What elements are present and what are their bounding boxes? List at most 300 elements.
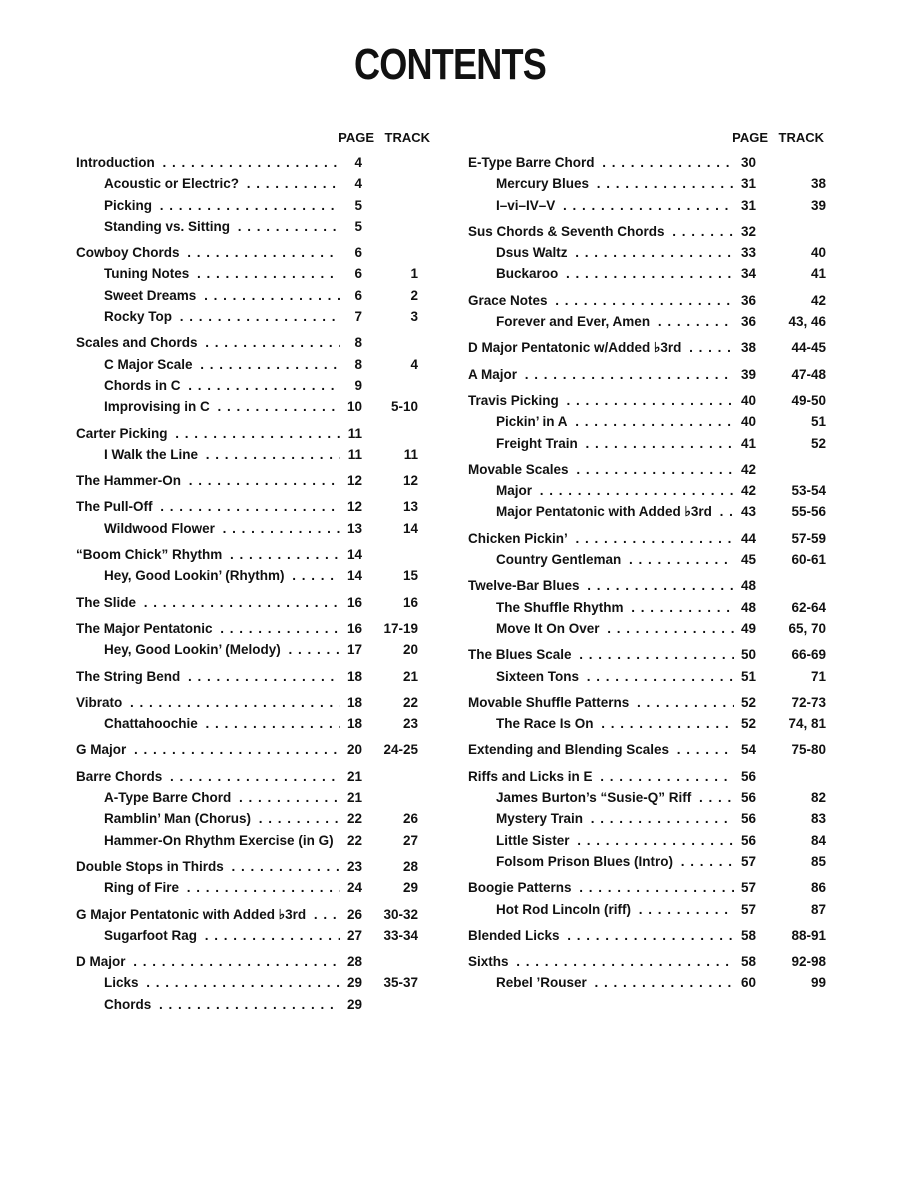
entry-title-leader (468, 692, 750, 713)
entry-title: Scales and Chords (76, 335, 201, 350)
entry-title: Move It On Over (496, 621, 603, 636)
toc-subentry (468, 242, 826, 263)
entry-track: 51 (810, 414, 826, 430)
toc-entry (76, 951, 432, 972)
entry-page: 31 (734, 195, 756, 216)
entry-track: 84 (810, 832, 826, 848)
toc-subentry (76, 925, 432, 946)
entry-title-leader (76, 739, 356, 760)
entry-title: D Major (76, 954, 129, 969)
entry-title: The Pull-Off (76, 499, 156, 514)
entry-title-leader (104, 518, 356, 539)
entry-title-leader (496, 173, 750, 194)
entry-title: Country Gentleman (496, 552, 624, 567)
track-column-header: TRACK (384, 130, 430, 145)
toc-subentry (76, 285, 432, 306)
entry-title: Vibrato (76, 695, 125, 710)
page-title: CONTENTS (354, 40, 546, 89)
entry-track: 72-73 (791, 694, 826, 710)
entry-title-leader (104, 306, 356, 327)
entry-page: 56 (734, 766, 756, 787)
entry-title: I–vi–IV–V (496, 198, 558, 213)
entry-title: Barre Chords (76, 769, 165, 784)
toc-subentry (76, 565, 432, 586)
entry-title: Carter Picking (76, 426, 171, 441)
entry-page: 48 (734, 597, 756, 618)
entry-title-leader (468, 528, 750, 549)
entry-page: 22 (340, 830, 362, 851)
entry-track: 23 (402, 716, 418, 732)
entry-track: 86 (810, 880, 826, 896)
entry-track: 17-19 (383, 620, 418, 636)
entry-title-leader (468, 575, 750, 596)
entry-track: 16 (402, 594, 418, 610)
entry-page: 8 (340, 332, 362, 353)
entry-track: 28 (402, 858, 418, 874)
toc-entry (76, 766, 432, 787)
entry-title: The Blues Scale (468, 647, 575, 662)
entry-page: 5 (340, 216, 362, 237)
entry-track: 3 (410, 309, 418, 325)
entry-page: 21 (340, 787, 362, 808)
entry-page: 28 (340, 951, 362, 972)
toc-subentry (76, 877, 432, 898)
toc-entry (468, 925, 826, 946)
entry-title: Licks (104, 975, 142, 990)
entry-page: 12 (340, 470, 362, 491)
entry-title-leader (76, 470, 356, 491)
entry-page: 41 (734, 433, 756, 454)
toc-entry (468, 951, 826, 972)
entry-page: 52 (734, 713, 756, 734)
entry-page: 14 (340, 565, 362, 586)
entry-title: I Walk the Line (104, 447, 201, 462)
entry-page: 58 (734, 925, 756, 946)
entry-title: Freight Train (496, 436, 581, 451)
toc-subentry (76, 173, 432, 194)
entry-title-leader (104, 195, 356, 216)
toc-entry (468, 337, 826, 358)
entry-track: 13 (402, 499, 418, 515)
toc-subentry (468, 549, 826, 570)
entry-title-leader (104, 925, 356, 946)
entry-track: 43, 46 (788, 314, 826, 330)
entry-page: 29 (340, 994, 362, 1015)
toc-subentry (76, 354, 432, 375)
entry-title-leader (104, 396, 356, 417)
toc-subentry (76, 972, 432, 993)
entry-page: 32 (734, 221, 756, 242)
toc-entry (76, 544, 432, 565)
entry-title: James Burton’s “Susie-Q” Riff (496, 790, 694, 805)
entry-title: Blended Licks (468, 928, 563, 943)
entry-title: Buckaroo (496, 266, 561, 281)
entry-title-leader (468, 364, 750, 385)
entry-title: Pickin’ in A (496, 414, 571, 429)
entry-page: 45 (734, 549, 756, 570)
entry-title-leader (496, 433, 750, 454)
entry-page: 42 (734, 480, 756, 501)
entry-title: Movable Scales (468, 462, 572, 477)
entry-title-leader (104, 565, 356, 586)
entry-page: 6 (340, 242, 362, 263)
toc-subentry (76, 396, 432, 417)
entry-title: Twelve-Bar Blues (468, 578, 583, 593)
entry-title-leader (468, 459, 750, 480)
entry-title: Chattahoochie (104, 716, 201, 731)
toc-entry (468, 364, 826, 385)
toc-entry (468, 739, 826, 760)
entry-page: 14 (340, 544, 362, 565)
entry-page: 57 (734, 899, 756, 920)
toc-subentry (468, 480, 826, 501)
entry-track: 85 (810, 853, 826, 869)
entry-title-leader (104, 263, 356, 284)
entry-title: Dsus Waltz (496, 245, 571, 260)
entry-page: 24 (340, 877, 362, 898)
entry-title-leader (76, 332, 356, 353)
entry-page: 16 (340, 592, 362, 613)
entry-page: 33 (734, 242, 756, 263)
entry-title-leader (104, 639, 356, 660)
entry-title: Introduction (76, 155, 158, 170)
entry-title-leader (76, 856, 356, 877)
entry-title: Tuning Notes (104, 266, 192, 281)
entry-page: 39 (734, 364, 756, 385)
toc-entry (76, 423, 432, 444)
entry-title: Improvising in C (104, 399, 213, 414)
toc-entry (76, 242, 432, 263)
entry-track: 92-98 (791, 954, 826, 970)
entry-title-leader (496, 311, 750, 332)
entry-title: Standing vs. Sitting (104, 219, 233, 234)
entry-track: 49-50 (791, 392, 826, 408)
entry-page: 18 (340, 713, 362, 734)
toc-subentry (468, 597, 826, 618)
entry-title-leader (496, 666, 750, 687)
entry-page: 16 (340, 618, 362, 639)
entry-page: 42 (734, 459, 756, 480)
entry-track: 47-48 (791, 366, 826, 382)
entry-title-leader (76, 951, 356, 972)
entry-track: 14 (402, 520, 418, 536)
entry-page: 20 (340, 739, 362, 760)
entry-title-leader (468, 644, 750, 665)
toc-subentry (468, 501, 826, 522)
page-column-header: PAGE (338, 130, 374, 145)
entry-page: 52 (734, 692, 756, 713)
entry-title: “Boom Chick” Rhythm (76, 547, 225, 562)
entry-track: 27 (402, 832, 418, 848)
toc-entry (76, 332, 432, 353)
entry-title: Forever and Ever, Amen (496, 314, 653, 329)
entry-track: 41 (810, 266, 826, 282)
entry-title: Chords (104, 997, 154, 1012)
entry-page: 6 (340, 263, 362, 284)
toc-subentry (76, 994, 432, 1015)
entry-title-leader (76, 242, 356, 263)
entry-title: The Shuffle Rhythm (496, 600, 627, 615)
entry-title: The String Bend (76, 669, 183, 684)
toc-entry (76, 692, 432, 713)
entry-track: 26 (402, 811, 418, 827)
entry-title: Sus Chords & Seventh Chords (468, 224, 668, 239)
entry-track: 55-56 (791, 504, 826, 520)
toc-entry (468, 644, 826, 665)
toc-subentry (76, 444, 432, 465)
entry-title: Cowboy Chords (76, 245, 183, 260)
entry-page: 60 (734, 972, 756, 993)
toc-entry (468, 459, 826, 480)
entry-page: 49 (734, 618, 756, 639)
entry-track: 5-10 (390, 399, 418, 415)
toc-entry (76, 666, 432, 687)
entry-title-leader (496, 195, 750, 216)
entry-title-leader (76, 666, 356, 687)
entry-title-leader (496, 851, 750, 872)
entry-title: The Race Is On (496, 716, 597, 731)
entry-track: 39 (810, 197, 826, 213)
entry-list (468, 152, 826, 994)
toc-subentry (76, 195, 432, 216)
entry-title: Mystery Train (496, 811, 586, 826)
entry-title: Sixteen Tons (496, 669, 582, 684)
toc-entry (468, 575, 826, 596)
entry-page: 8 (340, 354, 362, 375)
entry-title: Boogie Patterns (468, 880, 575, 895)
entry-title: G Major Pentatonic with Added ♭3rd (76, 907, 309, 922)
toc-subentry (468, 173, 826, 194)
entry-title: D Major Pentatonic w/Added ♭3rd (468, 340, 684, 355)
entry-track: 65, 70 (788, 620, 826, 636)
entry-title-leader (104, 354, 356, 375)
toc-entry (468, 877, 826, 898)
entry-title-leader (496, 713, 750, 734)
entry-page: 30 (734, 152, 756, 173)
entry-page: 29 (340, 972, 362, 993)
entry-title: E-Type Barre Chord (468, 155, 598, 170)
entry-title-leader (468, 337, 750, 358)
entry-title: Mercury Blues (496, 176, 592, 191)
entry-title-leader (496, 501, 750, 522)
track-column-header: TRACK (778, 130, 824, 145)
toc-subentry (468, 666, 826, 687)
toc-subentry (468, 851, 826, 872)
entry-track: 30-32 (383, 906, 418, 922)
entry-title-leader (496, 480, 750, 501)
entry-title: Sweet Dreams (104, 288, 199, 303)
entry-track: 62-64 (791, 599, 826, 615)
entry-track: 29 (402, 880, 418, 896)
entry-page: 36 (734, 311, 756, 332)
entry-track: 24-25 (383, 742, 418, 758)
entry-title-leader (496, 263, 750, 284)
toc-entry (76, 152, 432, 173)
toc-subentry (76, 713, 432, 734)
entry-track: 11 (403, 446, 418, 462)
entry-title: The Major Pentatonic (76, 621, 216, 636)
entry-page: 4 (340, 173, 362, 194)
entry-title-leader (468, 951, 750, 972)
entry-page: 58 (734, 951, 756, 972)
entry-title: Riffs and Licks in E (468, 769, 596, 784)
entry-page: 21 (340, 766, 362, 787)
toc-entry (76, 618, 432, 639)
entry-title-leader (76, 423, 356, 444)
toc-entry (468, 152, 826, 173)
entry-title-leader (468, 390, 750, 411)
entry-track: 35-37 (383, 975, 418, 991)
entry-page: 51 (734, 666, 756, 687)
toc-subentry (468, 195, 826, 216)
entry-title: Hot Rod Lincoln (riff) (496, 902, 634, 917)
toc-subentry (76, 518, 432, 539)
entry-title-leader (104, 994, 356, 1015)
entry-page: 7 (340, 306, 362, 327)
entry-title-leader (104, 285, 356, 306)
entry-track: 40 (810, 245, 826, 261)
entry-track: 44-45 (791, 340, 826, 356)
entry-title-leader (496, 830, 750, 851)
toc-subentry (468, 263, 826, 284)
entry-title-leader (104, 972, 356, 993)
entry-title: Double Stops in Thirds (76, 859, 227, 874)
entry-page: 4 (340, 152, 362, 173)
entry-title-leader (76, 692, 356, 713)
entry-title-leader (104, 173, 356, 194)
toc-entry (76, 470, 432, 491)
entry-title: Ramblin’ Man (Chorus) (104, 811, 254, 826)
toc-subentry (468, 787, 826, 808)
toc-entry (468, 528, 826, 549)
entry-title-leader (76, 152, 356, 173)
entry-page: 56 (734, 808, 756, 829)
entry-title-leader (104, 830, 356, 851)
page-column-header: PAGE (732, 130, 768, 145)
toc-entry (468, 692, 826, 713)
entry-track: 87 (810, 901, 826, 917)
entry-page: 40 (734, 411, 756, 432)
entry-track: 53-54 (791, 483, 826, 499)
entry-title: Chicken Pickin’ (468, 531, 571, 546)
toc-subentry (468, 411, 826, 432)
entry-title-leader (496, 618, 750, 639)
entry-page: 43 (734, 501, 756, 522)
entry-title-leader (76, 766, 356, 787)
entry-title: Extending and Blending Scales (468, 742, 672, 757)
entry-title-leader (104, 713, 356, 734)
entry-page: 40 (734, 390, 756, 411)
entry-page: 54 (734, 739, 756, 760)
entry-title-leader (496, 808, 750, 829)
entry-track: 57-59 (791, 530, 826, 546)
entry-track: 71 (810, 668, 826, 684)
entry-track: 83 (810, 811, 826, 827)
entry-page: 36 (734, 290, 756, 311)
toc-entry (468, 221, 826, 242)
contents-column-left (76, 128, 432, 1015)
entry-page: 34 (734, 263, 756, 284)
entry-track: 1 (410, 266, 418, 282)
toc-subentry (468, 713, 826, 734)
entry-title: Ring of Fire (104, 880, 182, 895)
entry-title-leader (496, 411, 750, 432)
entry-page: 18 (340, 692, 362, 713)
entry-title-leader (104, 877, 356, 898)
toc-entry (468, 390, 826, 411)
entry-title-leader (496, 549, 750, 570)
toc-subentry (76, 216, 432, 237)
entry-title: Hey, Good Lookin’ (Melody) (104, 642, 284, 657)
entry-title-leader (104, 216, 356, 237)
entry-title: Hammer-On Rhythm Exercise (in G) (104, 833, 337, 848)
entry-title-leader (76, 496, 356, 517)
entry-title-leader (496, 899, 750, 920)
entry-page: 6 (340, 285, 362, 306)
toc-subentry (76, 306, 432, 327)
entry-title-leader (76, 904, 356, 925)
entry-track: 52 (810, 435, 826, 451)
entry-track: 15 (402, 568, 418, 584)
entry-page: 17 (340, 639, 362, 660)
toc-subentry (468, 830, 826, 851)
entry-title: Major (496, 483, 535, 498)
entry-page: 56 (734, 787, 756, 808)
toc-entry (76, 904, 432, 925)
entry-track: 21 (402, 668, 418, 684)
entry-track: 88-91 (791, 927, 826, 943)
toc-subentry (468, 311, 826, 332)
entry-track: 38 (810, 176, 826, 192)
entry-page: 44 (734, 528, 756, 549)
entry-page: 50 (734, 644, 756, 665)
entry-title: Major Pentatonic with Added ♭3rd (496, 504, 715, 519)
entry-page: 5 (340, 195, 362, 216)
entry-title: Sixths (468, 954, 512, 969)
entry-title-leader (468, 221, 750, 242)
contents-column-right (468, 128, 826, 994)
column-header (76, 128, 432, 152)
toc-subentry (76, 639, 432, 660)
entry-title-leader (104, 787, 356, 808)
entry-title: The Hammer-On (76, 473, 184, 488)
entry-title: Movable Shuffle Patterns (468, 695, 632, 710)
entry-page: 26 (340, 904, 362, 925)
entry-title-leader (468, 925, 750, 946)
entry-page: 22 (340, 808, 362, 829)
toc-subentry (76, 787, 432, 808)
toc-subentry (468, 972, 826, 993)
entry-page: 56 (734, 830, 756, 851)
entry-title-leader (496, 242, 750, 263)
entry-track: 75-80 (791, 742, 826, 758)
toc-subentry (76, 808, 432, 829)
entry-page: 23 (340, 856, 362, 877)
toc-subentry (468, 899, 826, 920)
entry-title: The Slide (76, 595, 139, 610)
entry-list (76, 152, 432, 1015)
entry-track: 74, 81 (788, 716, 826, 732)
entry-page: 12 (340, 496, 362, 517)
entry-track: 12 (402, 473, 418, 489)
entry-title: Grace Notes (468, 293, 551, 308)
toc-entry (76, 739, 432, 760)
entry-title: C Major Scale (104, 357, 196, 372)
entry-track: 99 (810, 975, 826, 991)
toc-entry (76, 592, 432, 613)
toc-subentry (468, 618, 826, 639)
entry-title: Folsom Prison Blues (Intro) (496, 854, 676, 869)
